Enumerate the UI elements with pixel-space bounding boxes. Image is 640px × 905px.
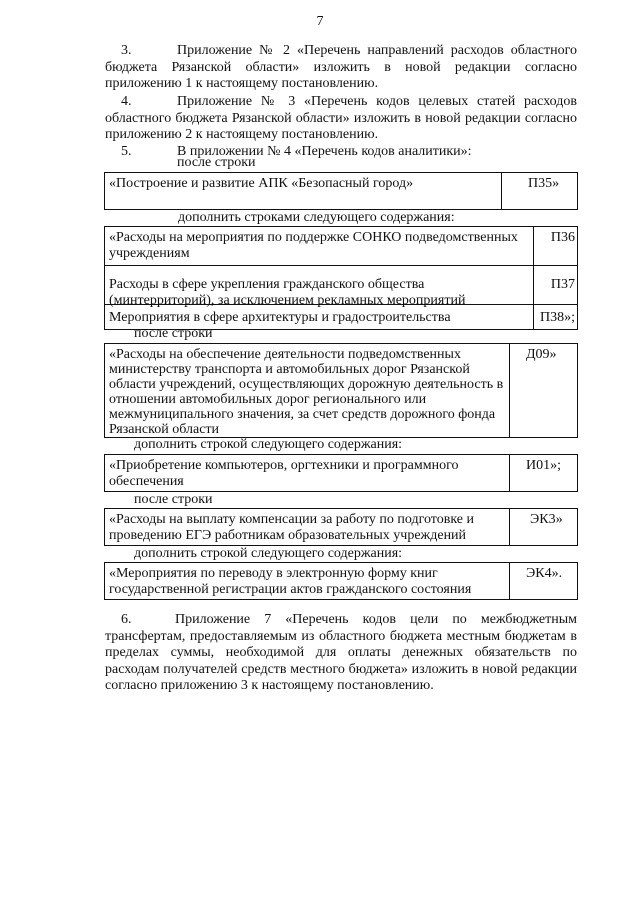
row-text: «Расходы на мероприятия по поддержке СОНКО подведомственных учреждениям [109, 230, 518, 261]
table-computers [104, 454, 578, 492]
table-row [105, 227, 577, 266]
table-computers-text: «Приобретение компьютеров, оргтехники и программного обеспечения [109, 458, 459, 489]
row-code: П36 [533, 227, 579, 265]
after-row-label-3: после строки [134, 492, 213, 507]
table-row [105, 266, 577, 308]
table-roads [104, 343, 578, 438]
item-4-number: 4. [121, 94, 132, 109]
table-apk-text: «Построение и развитие АПК «Безопасный город» [109, 176, 414, 191]
table-apk [104, 172, 578, 210]
after-row-label-1: после строки [177, 155, 256, 170]
table-roads-code [509, 344, 577, 437]
add-row-label-1: дополнить строкой следующего содержания: [134, 437, 403, 452]
after-row-label-2: после строки [134, 326, 213, 341]
item-3-text: Приложение № 2 «Перечень направлений расходов областного бюджета Рязанской области» изложить в новой редакции согласно приложению 1 к настоящему постановлению. [105, 43, 577, 91]
table-added-rows [104, 226, 578, 330]
row-text: Мероприятия в сфере архитектуры и градостроительства [109, 310, 451, 325]
item-3-number: 3. [121, 43, 132, 58]
table-roads-text: «Расходы на обеспечение деятельности подведомственных министерству транспорта и автомобильных дорог Рязанской области учреждений, осуществляющих дорожную деятельность в отношении автомобильных дорог регионального или межмуниципального значения, за счет средств дорожного фонда Рязанской области [109, 347, 504, 437]
item-6-number: 6. [121, 612, 132, 627]
table-registry [104, 562, 578, 600]
item-6 [105, 612, 577, 695]
add-row-label-2: дополнить строкой следующего содержания: [134, 546, 403, 561]
table-registry-code [509, 563, 577, 599]
table-registry-code-value: ЭК4». [526, 566, 563, 581]
item-5 [105, 144, 577, 161]
row-code: П37 [533, 266, 579, 304]
table-registry-text: «Мероприятия по переводу в электронную форму книг государственной регистрации актов гражданского состояния [109, 566, 472, 597]
table-ege [104, 508, 578, 546]
table-apk-code [501, 173, 577, 209]
item-5-number: 5. [121, 144, 132, 159]
table-computers-code-value: И01»; [526, 458, 561, 473]
row-code: П38»; [533, 305, 579, 329]
item-4 [105, 94, 577, 144]
item-3 [105, 43, 577, 93]
page-number: 7 [316, 14, 324, 29]
item-4-text: Приложение № 3 «Перечень кодов целевых статей расходов областного бюджета Рязанской области» изложить в новой редакции согласно приложению 2 к настоящему постановлению. [105, 94, 577, 142]
row-text: Расходы в сфере укрепления гражданского общества (минтерриторий), за исключением рекламных мероприятий [109, 277, 466, 308]
table-ege-code [509, 509, 577, 545]
table-ege-code-value: ЭК3» [530, 512, 563, 527]
add-rows-label: дополнить строками следующего содержания: [178, 210, 455, 225]
item-5-text: В приложении № 4 «Перечень кодов аналитики»: [177, 144, 472, 159]
table-roads-code-value: Д09» [526, 347, 557, 362]
table-apk-code-value: П35» [528, 176, 560, 191]
table-computers-code [509, 455, 577, 491]
item-6-text: Приложение 7 «Перечень кодов цели по межбюджетным трансфертам, предоставляемым из областного бюджета местным бюджетам в пределах суммы, необходимой для оплаты денежных обязательств по расходам получателей средств местного бюджета» изложить в новой редакции согласно приложению 3 к настоящему постановлению. [105, 612, 577, 693]
table-ege-text: «Расходы на выплату компенсации за работу по подготовке и проведению ЕГЭ работникам образовательных учреждений [109, 512, 475, 543]
